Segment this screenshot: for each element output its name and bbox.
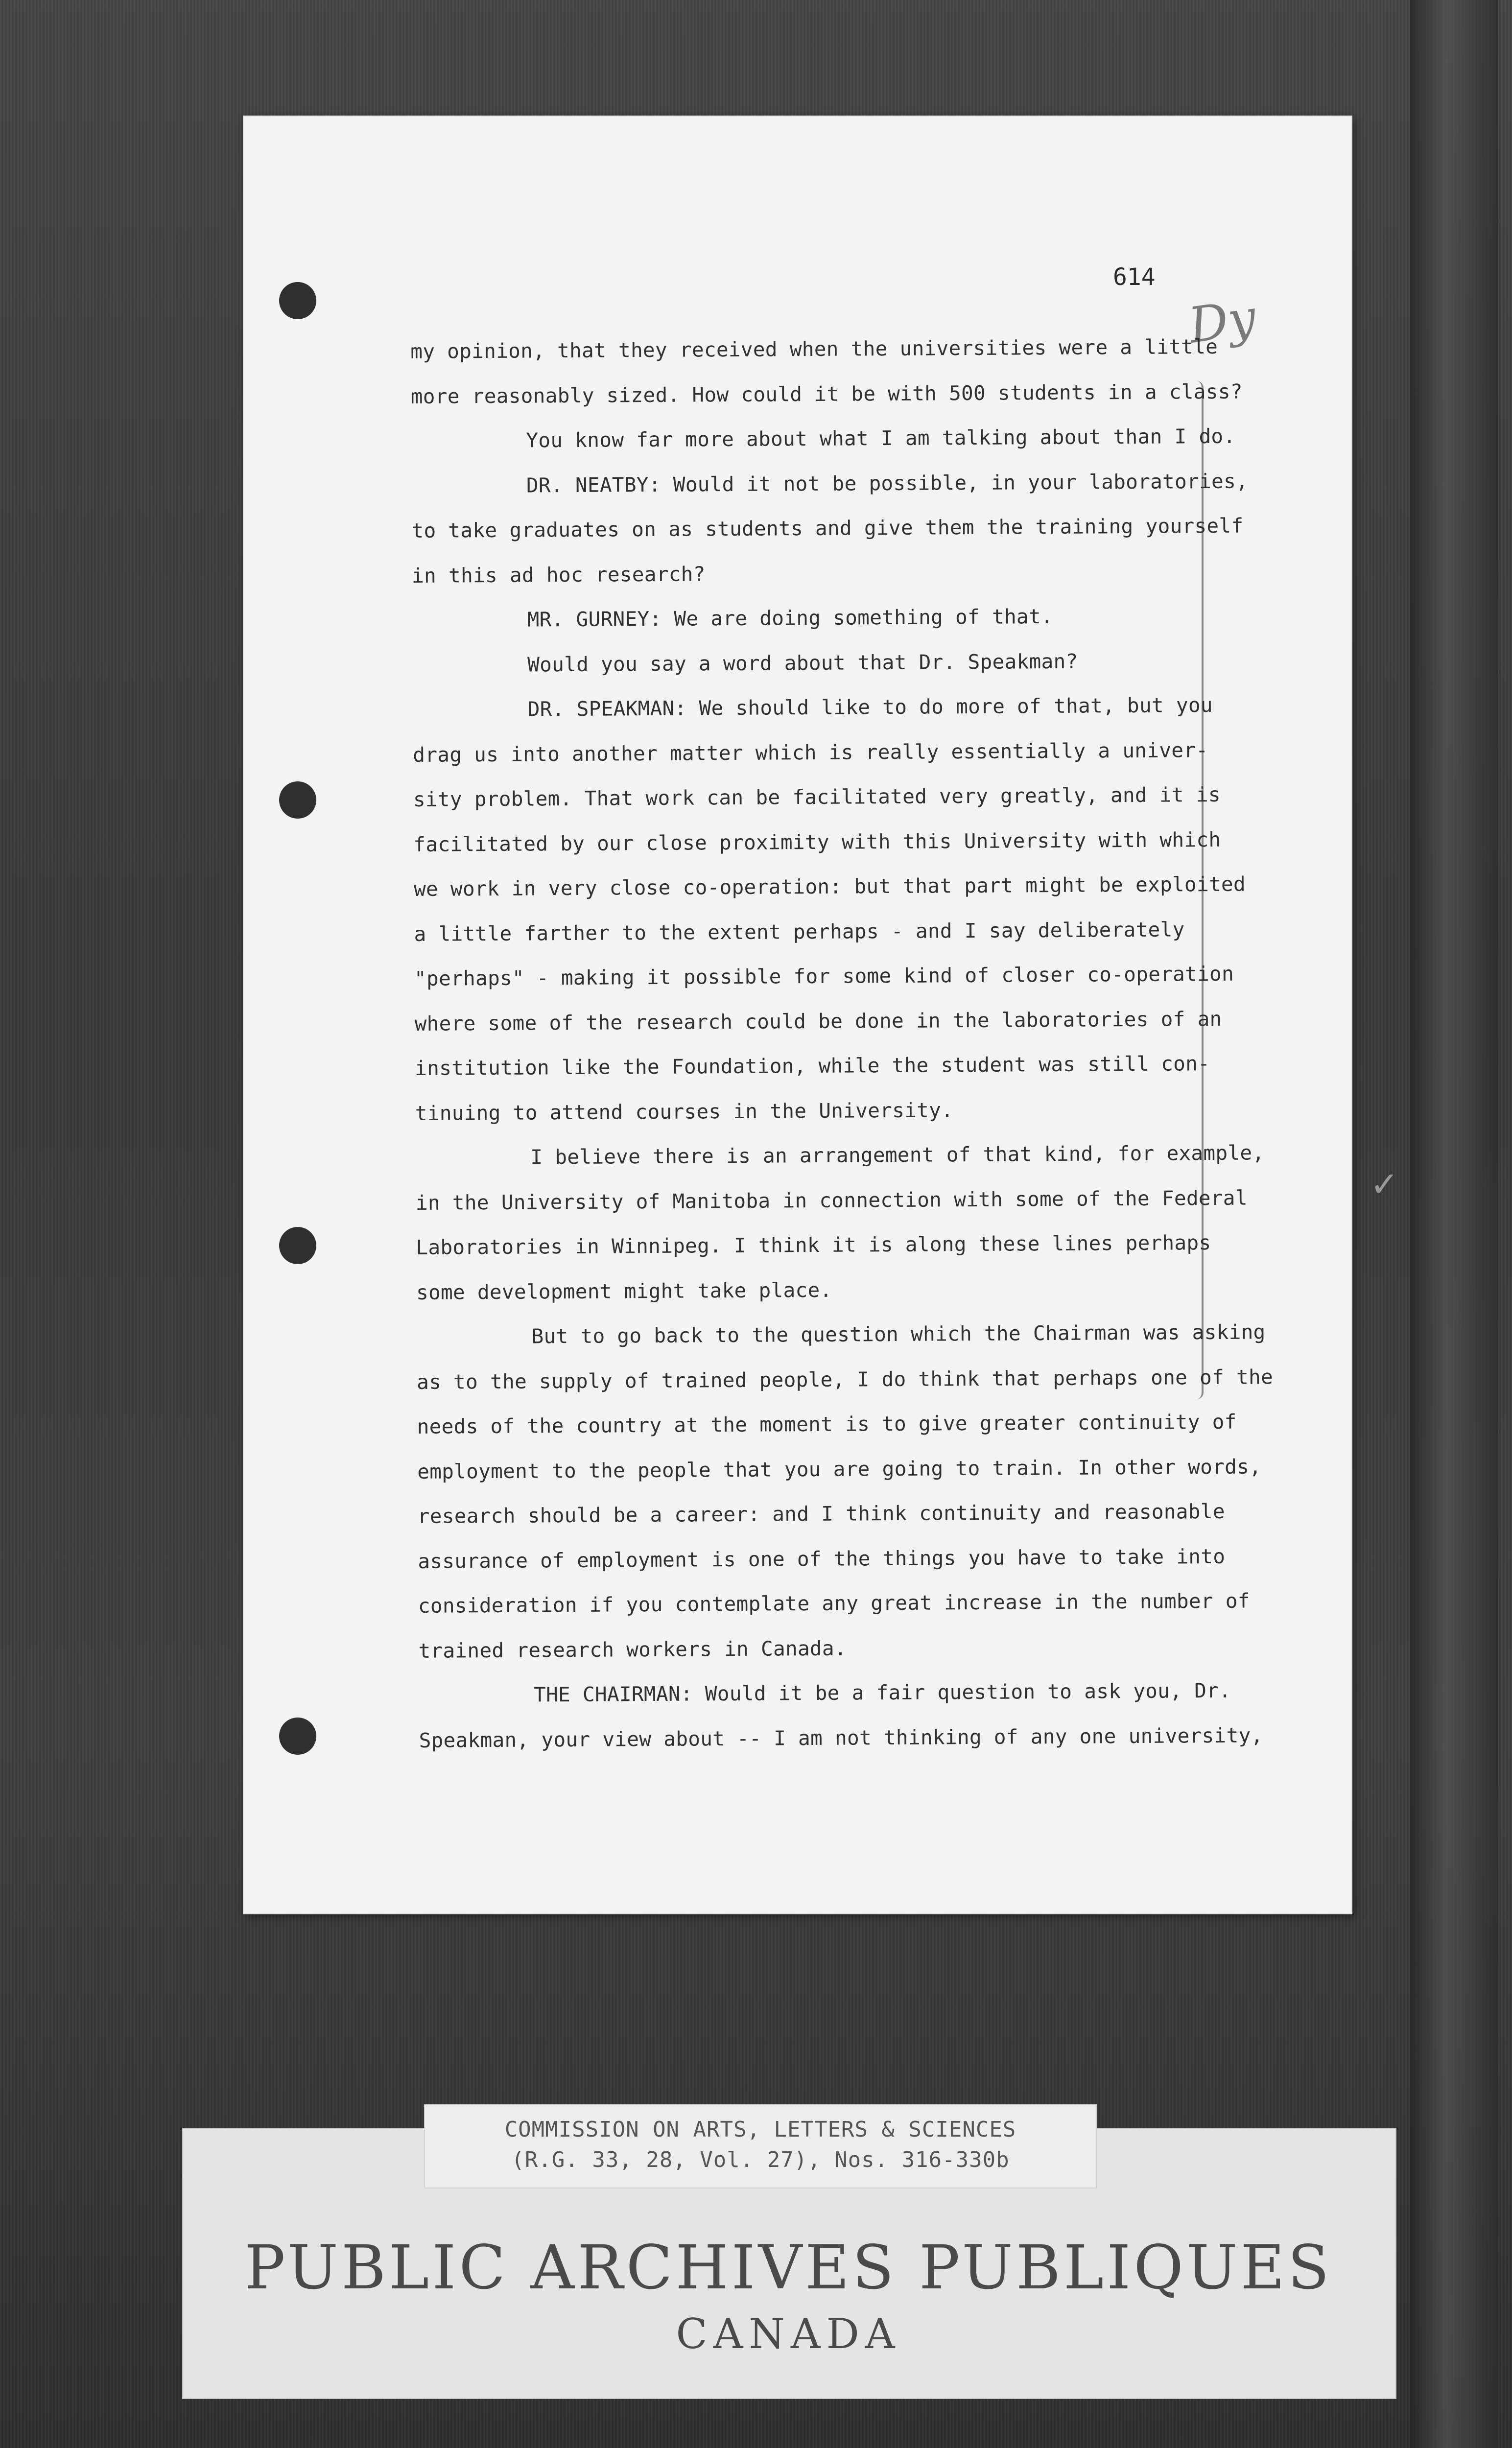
text-line: we work in very close co-operation: but that part might be exploited (413, 872, 1246, 901)
text-line: facilitated by our close proximity with this University with which (413, 827, 1221, 856)
binder-hole (279, 282, 316, 319)
collection-title: COMMISSION ON ARTS, LETTERS & SCIENCES (504, 2117, 1016, 2142)
speaker-line: THE CHAIRMAN: Would it be a fair question to ask you, Dr. (533, 1678, 1231, 1707)
text-line: my opinion, that they received when the universities were a little (410, 334, 1218, 363)
text-line: research should be a career: and I think continuity and reasonable (417, 1499, 1225, 1528)
text-line: in this ad hoc research? (411, 562, 706, 588)
text-line: needs of the country at the moment is to give greater continuity of (417, 1410, 1237, 1438)
film-edge-strip (1410, 0, 1498, 2448)
document-page (244, 117, 1399, 1913)
text-line: consideration if you contemplate any great increase in the number of (418, 1589, 1250, 1618)
collection-slip (424, 2104, 1097, 2189)
text-line: You know far more about what I am talking about than I do. (526, 424, 1236, 452)
text-line: a little farther to the extent perhaps - and I say deliberately (414, 917, 1185, 946)
binder-hole (279, 1718, 316, 1755)
text-line: assurance of employment is one of the things you have to take into (418, 1544, 1226, 1573)
handwritten-annotation: Dy (1185, 288, 1260, 354)
text-line: as to the supply of trained people, I do think that perhaps one of the (416, 1365, 1274, 1394)
text-line: to take graduates on as students and give them the training yourself (411, 514, 1244, 542)
text-line: some development might take place. (416, 1278, 832, 1304)
text-line: "perhaps" - making it possible for some kind of closer co-operation (414, 962, 1234, 990)
text-line: Speakman, your view about -- I am not thinking of any one university, (419, 1723, 1263, 1752)
check-mark-icon: ✓ (1370, 1164, 1399, 1204)
text-line: Would you say a word about that Dr. Speakman? (527, 649, 1078, 677)
speaker-line: DR. NEATBY: Would it not be possible, in your laboratories, (526, 469, 1249, 497)
text-line: sity problem. That work can be facilitated very greatly, and it is (413, 782, 1221, 811)
speaker-line: MR. GURNEY: We are doing something of that. (527, 604, 1054, 632)
text-line: Laboratories in Winnipeg. I think it is along these lines perhaps (416, 1231, 1211, 1259)
text-line: I believe there is an arrangement of that kind, for example, (530, 1141, 1265, 1169)
binder-hole (279, 1227, 316, 1264)
text-line: more reasonably sized. How could it be with 500 students in a class? (410, 379, 1243, 408)
transcript-body (410, 325, 1274, 1763)
collection-reference: (R.G. 33, 28, Vol. 27), Nos. 316-330b (511, 2147, 1010, 2172)
text-line: employment to the people that you are going to train. In other words, (417, 1454, 1262, 1483)
text-line: But to go back to the question which the Chairman was asking (531, 1320, 1266, 1348)
binder-hole (279, 781, 316, 819)
speaker-line: DR. SPEAKMAN: We should like to do more of that, but you (527, 693, 1213, 721)
text-line: drag us into another matter which is really essentially a univer- (413, 738, 1208, 767)
archives-country: CANADA (676, 2310, 901, 2358)
text-line: tinuing to attend courses in the University. (415, 1098, 954, 1125)
text-line: in the University of Manitoba in connection with some of the Federal (415, 1186, 1248, 1215)
text-line: where some of the research could be done in the laboratories of an (414, 1007, 1222, 1036)
text-line: institution like the Foundation, while the student was still con- (415, 1052, 1210, 1080)
text-line: trained research workers in Canada. (418, 1636, 847, 1663)
archives-title: PUBLIC ARCHIVES PUBLIQUES (244, 2233, 1332, 2303)
page-number: 614 (1113, 263, 1156, 291)
